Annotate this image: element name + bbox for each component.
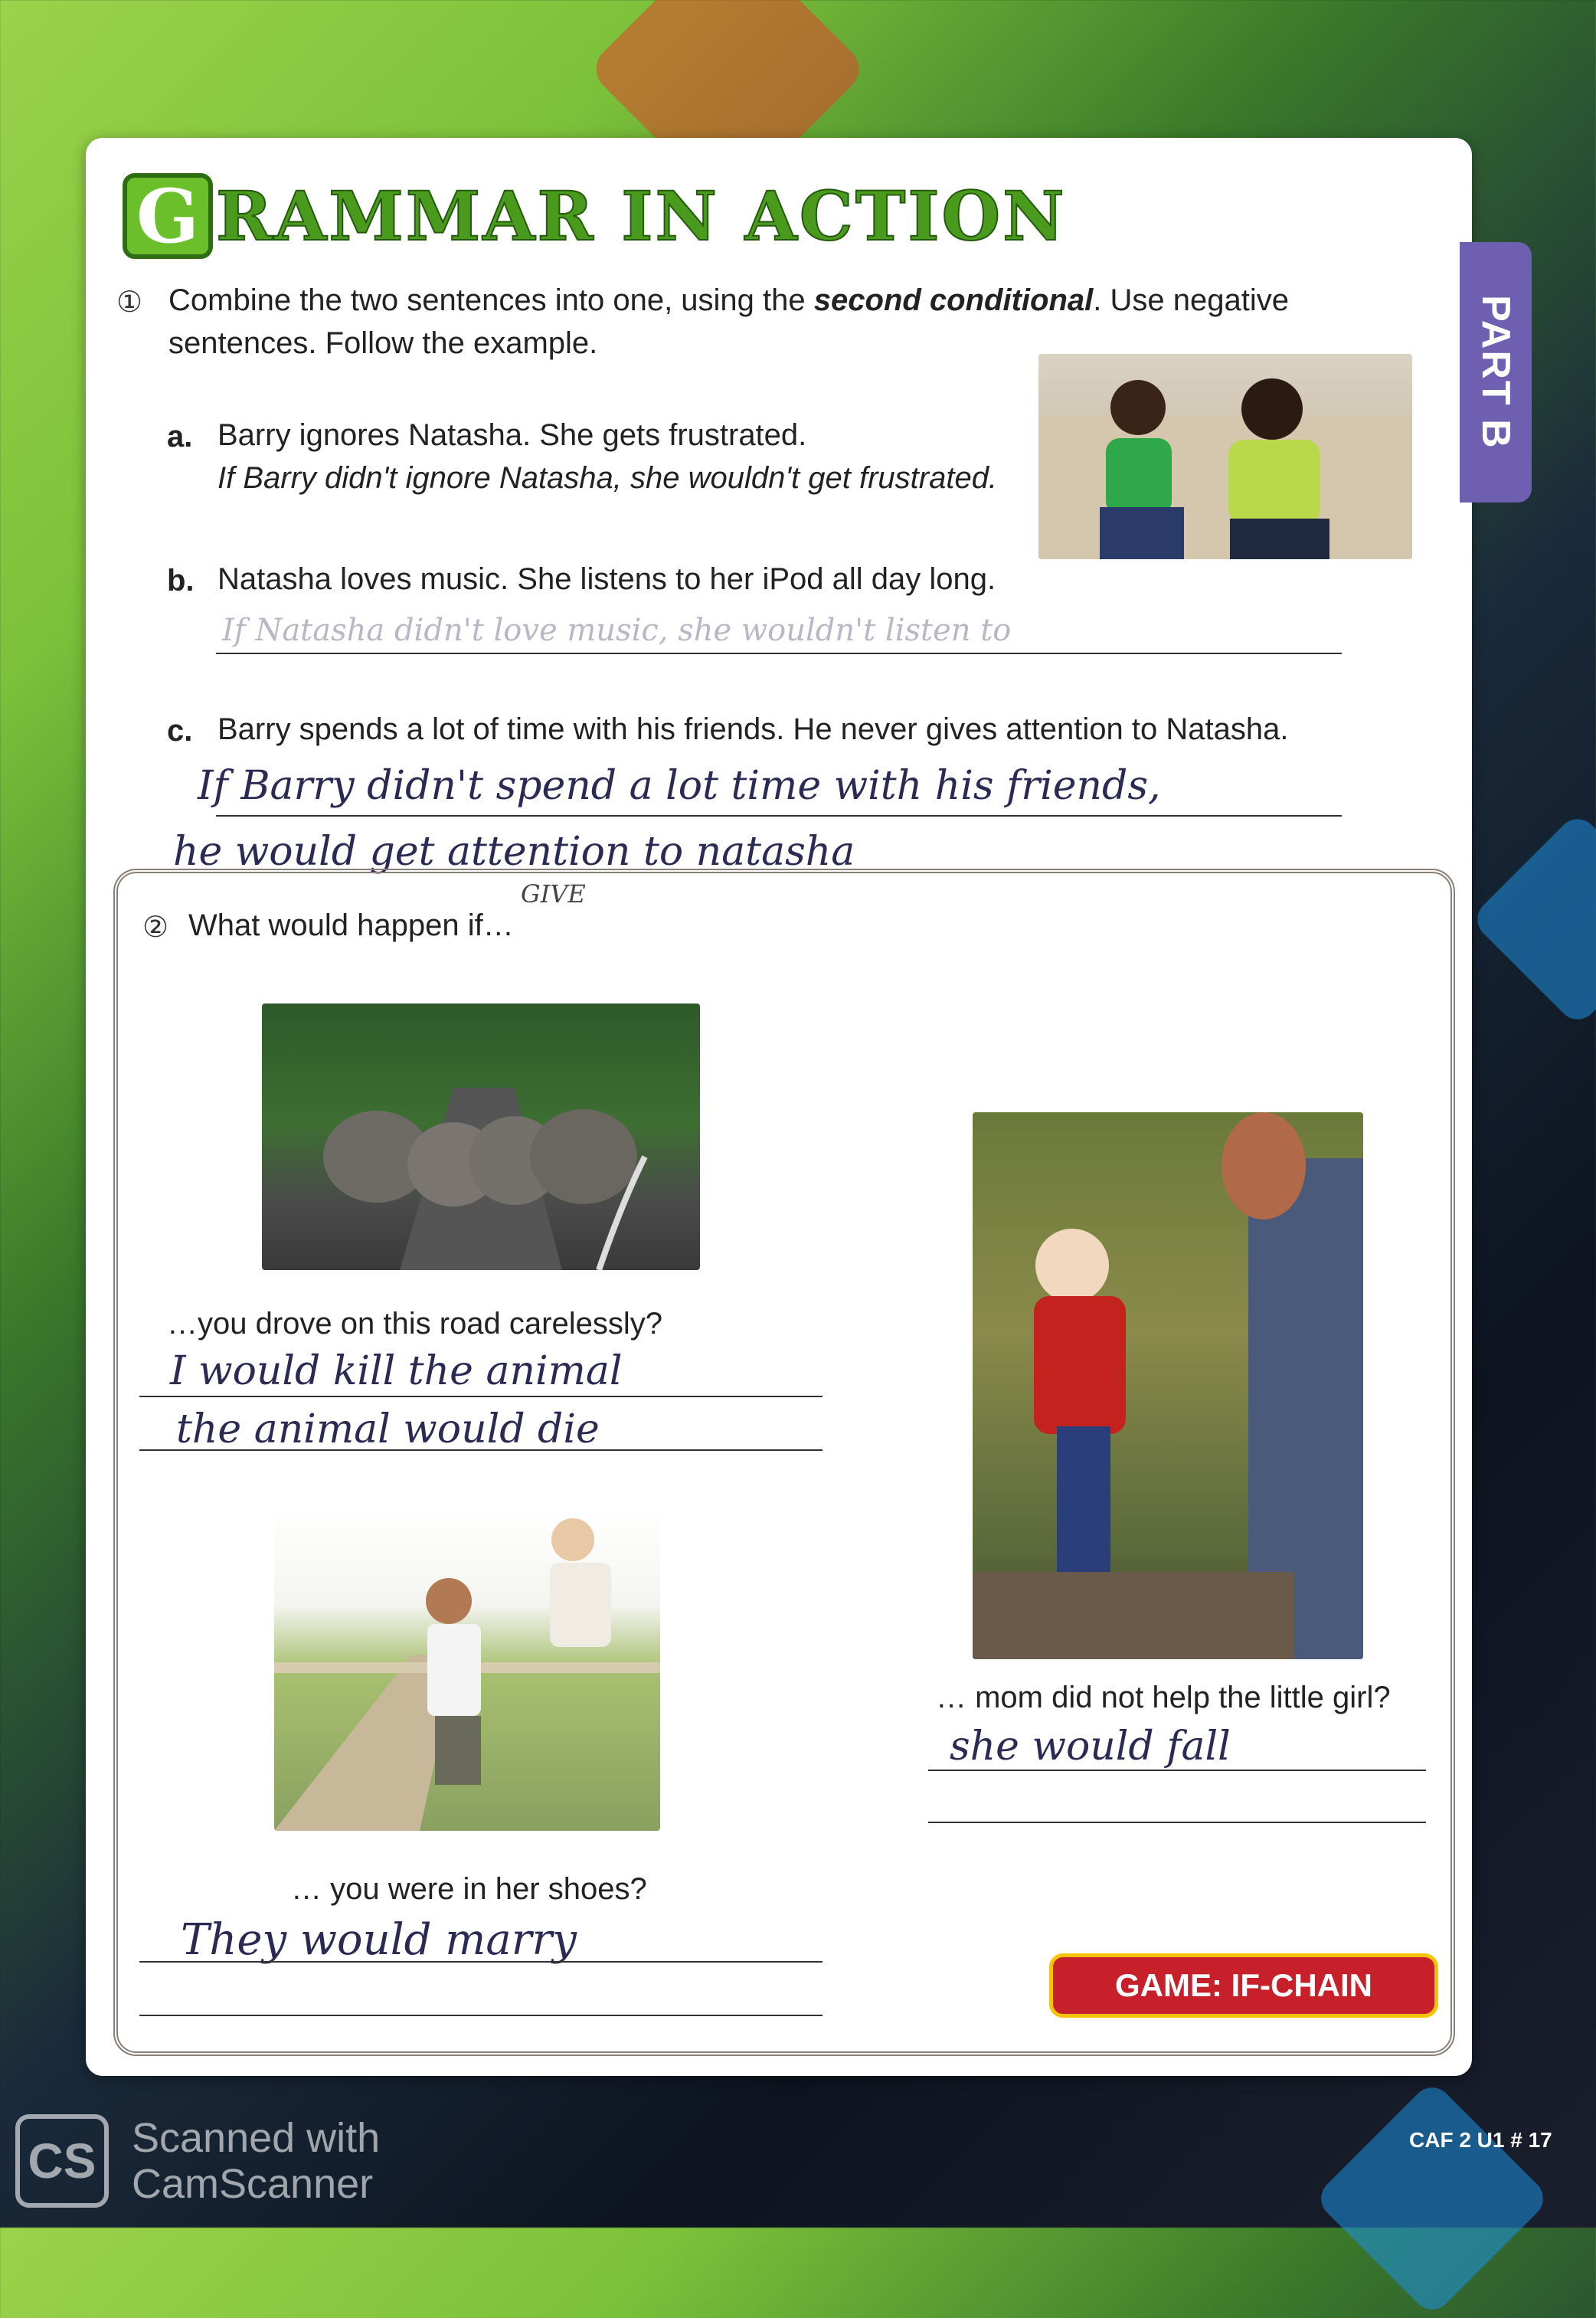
item-b-prompt: Natasha loves music. She listens to her iPod all day long. — [217, 562, 996, 596]
q1-answer-line-1 — [139, 1396, 823, 1397]
exercise2-title: What would happen if… — [188, 909, 514, 942]
q2-prompt: … you were in her shoes? — [291, 1872, 647, 1906]
page-title — [123, 173, 1067, 259]
q3-answer-line-2 — [928, 1822, 1426, 1823]
exercise1-instructions — [168, 283, 1289, 318]
watermark-line2: CamScanner — [132, 2161, 374, 2207]
item-b-answer: If Natasha didn't love music, she wouldn't listen to — [222, 613, 1012, 648]
part-tab-label: PART B — [1473, 295, 1518, 450]
q1-answer-2: the animal would die — [176, 1406, 600, 1452]
q1-prompt: …you drove on this road carelessly? — [167, 1307, 662, 1341]
exercise2-number: ② — [142, 912, 169, 944]
item-c-correction: GIVE — [521, 879, 586, 909]
watermark-text — [132, 2115, 380, 2207]
item-c-prompt: Barry spends a lot of time with his friends. He never gives attention to Natasha. — [217, 712, 1289, 746]
instructions-bold: second conditional — [813, 283, 1094, 317]
instructions-part1: Combine the two sentences into one, using the — [168, 283, 806, 317]
item-b-letter: b. — [167, 564, 195, 598]
camscanner-logo: CS — [15, 2114, 109, 2208]
q2-answer-1: They would marry — [181, 1915, 577, 1965]
item-c-answer-2: he would get attention to natasha — [173, 829, 855, 875]
title-g-badge: G — [123, 173, 213, 259]
part-tab — [1460, 242, 1532, 503]
q2-answer-line-2 — [139, 2015, 823, 2016]
q3-prompt: … mom did not help the little girl? — [936, 1681, 1391, 1714]
bg-shape-blue-2 — [1313, 2079, 1551, 2317]
elephants-drawing — [262, 1003, 700, 1270]
q3-answer-1: she would fall — [950, 1724, 1231, 1770]
exercise1-instructions-line2: sentences. Follow the example. — [168, 326, 598, 360]
mom-girl-drawing — [973, 1112, 1363, 1659]
item-c-letter: c. — [167, 714, 193, 748]
item-a-prompt: Barry ignores Natasha. She gets frustrated. — [217, 418, 807, 452]
item-c-answer-line — [216, 815, 1342, 817]
proposal-drawing — [274, 1509, 660, 1831]
q1-answer-1: I would kill the animal — [170, 1348, 623, 1394]
exercise1-number: ① — [116, 286, 143, 319]
item-c-answer-1: If Barry didn't spend a lot time with his friends, — [198, 763, 1161, 809]
title-text: RAMMAR IN ACTION — [216, 176, 1067, 256]
page-footer: CAF 2 U1 # 17 — [1409, 2128, 1552, 2152]
item-b-answer-line — [216, 653, 1342, 654]
camscanner-watermark — [15, 2114, 380, 2208]
item-a-letter: a. — [167, 420, 193, 453]
q2-answer-line-1 — [139, 1961, 823, 1963]
q1-answer-line-2 — [139, 1449, 823, 1451]
couple-photo — [1038, 354, 1412, 559]
proposal-photo — [274, 1509, 660, 1831]
watermark-line1: Scanned with — [132, 2115, 381, 2161]
mom-girl-photo — [973, 1112, 1363, 1659]
bg-shape-blue — [1470, 811, 1596, 1028]
item-a-example: If Barry didn't ignore Natasha, she wouldn't get frustrated. — [217, 461, 998, 495]
game-if-chain-button[interactable]: GAME: IF-CHAIN — [1049, 1953, 1438, 2018]
q3-answer-line-1 — [928, 1770, 1426, 1771]
instructions-part2: . Use negative — [1093, 283, 1289, 317]
couple-photo-drawing — [1038, 354, 1412, 559]
elephants-photo — [262, 1003, 700, 1270]
